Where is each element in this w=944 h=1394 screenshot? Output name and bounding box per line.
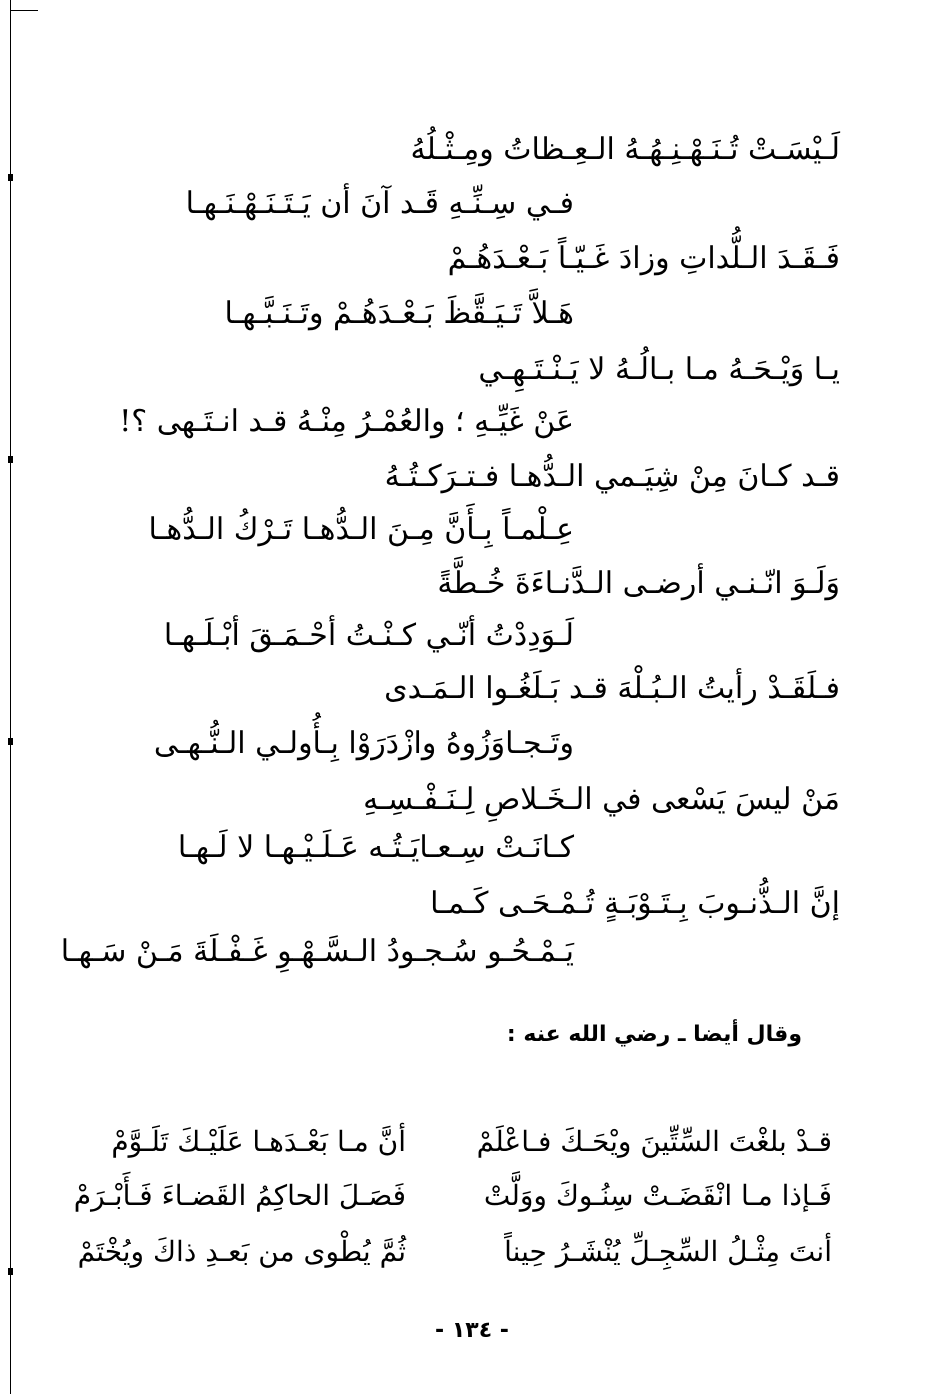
verse-line: إنَّ الـذُّنـوبَ بِـتَـوْبَـةٍ تُـمْـحَـى كَـمـا xyxy=(430,886,840,921)
hemistich-second: أنَّ مـا بَعْـدَهـا عَلَيْـكَ تَلَـوَّمْ xyxy=(111,1125,406,1158)
verse-line: وَلَـوَ انّـنـي أرضـى الـدَّنـاءَةَ خُـطَّةً xyxy=(437,566,840,601)
verse-line: عَنْ غَيِّـهِ ؛ والعُمْـرُ مِنْـهُ قـد انـتَـهى ؟! xyxy=(119,404,574,439)
top-margin-tick xyxy=(10,10,38,11)
verse-line: فَـقَـدَ الـلُّداتِ وزادَ غَـيّـاً بَـعْـدَهُـمْ xyxy=(447,241,840,276)
verse-line: فـي سِـنِّـهِ قَـد آنَ أن يَـتَـنَـهْـنَـهـا xyxy=(185,186,574,221)
verse-line: مَنْ ليسَ يَسْعى في الـخَـلاصِ لِـنَـفْـسِـهِ xyxy=(363,782,840,817)
verse-line: لَـوَدِدْتُ أنّـي كـنْـتُ أحْـمَـقَ أبْـلَـهـا xyxy=(163,618,574,653)
verse-line: وتَـجـاوَزُوهُ وازْدَرَوْا بِـأُولـي الـنُّـهـى xyxy=(153,726,574,761)
verse-line: قـد كـانَ مِنْ شِيَـمي الـدُّهـا فـتـرَكـتُـهُ xyxy=(384,459,840,494)
margin-mark xyxy=(8,1268,13,1275)
margin-mark xyxy=(8,174,13,181)
hemistich-first: فَـإذا مـا انْقَضَـتْ سِنُـوكَ ووَلَّتْ xyxy=(483,1179,832,1212)
hemistich-first: قـدْ بلغْتَ السِّتِّينَ ويْحَـكَ فـاعْلَمْ xyxy=(476,1125,832,1158)
left-margin-rule xyxy=(10,0,11,1394)
verse-line: لَـيْسَـتْ تُـنَـهْـنِـهُـهُ الـعِـظاتُ ومِـثْـلُهُ xyxy=(410,132,840,167)
verse-line: يـا وَيْـحَـهُ مـا بـالُـهُ لا يَـنْـتَـهِـي xyxy=(478,352,840,387)
page-number: - ١٣٤ - xyxy=(435,1318,509,1343)
verse-line: يَـمْـحُـو سُـجـودُ الـسَّـهْـوِ غَـفْـلَةَ مَـنْ سَـهـا xyxy=(60,934,574,969)
hemistich-second: ثُمَّ يُطْوى من بَعـدِ ذاكَ ويُخْتَمْ xyxy=(77,1235,406,1268)
verse-line: هَـلاَّ تَـيَـقَّظَ بَـعْـدَهُـمْ وتَـنَـبَّـهـا xyxy=(224,296,574,331)
verse-line: فـلَقَـدْ رأيتُ الـبُـلْهَ قـد بَـلَغُـوا الـمَـدى xyxy=(384,671,840,706)
hemistich-first: أنتَ مِثْـلُ السِّجِـلِّ يُنْشَـرُ حِيناً xyxy=(504,1235,832,1268)
margin-mark xyxy=(8,456,13,463)
hemistich-second: فَصَـلَ الحاكِمُ القَضـاءَ فَـأَبْـرَمْ xyxy=(73,1179,406,1212)
verse-line: عِـلْمـاً بِـأَنَّ مِـنَ الـدُّهـا تَـرْكُ الـدُّهـا xyxy=(148,512,574,547)
verse-line: كـانَـتْ سِـعـايَـتُـه عَـلَـيْـهـا لا لَـهـا xyxy=(177,830,574,865)
margin-mark xyxy=(8,738,13,745)
poem-intro-heading: وقال أيضا ـ رضي الله عنه : xyxy=(506,1022,802,1047)
